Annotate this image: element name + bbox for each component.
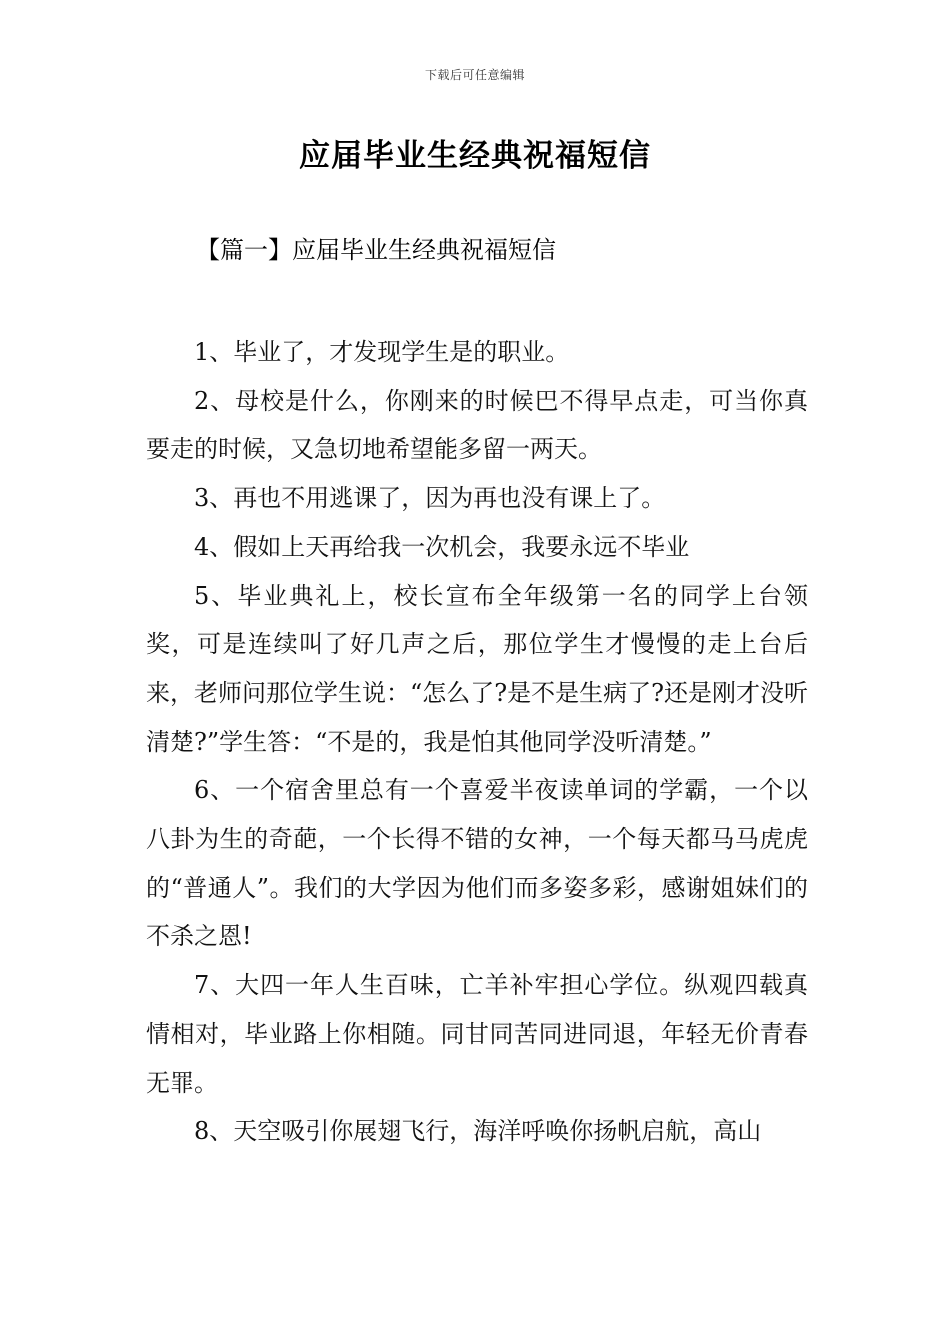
paragraph-5: 5、毕业典礼上，校长宣布全年级第一名的同学上台领奖，可是连续叫了好几声之后，那位学生才慢慢的走上台后来，老师问那位学生说：“怎么了?是不是生病了?还是刚才没听清楚?”学生答：“不是的，我是怕其他同学没听清楚。” <box>146 581 809 756</box>
paragraph-2: 2、母校是什么，你刚来的时候巴不得早点走，可当你真要走的时候，又急切地希望能多留一两天。 <box>146 386 808 464</box>
section-heading: 【篇一】应届毕业生经典祝福短信 <box>196 236 556 264</box>
paragraph-3: 3、再也不用逃课了，因为再也没有课上了。 <box>194 484 666 513</box>
header-note: 下载后可任意编辑 <box>424 68 525 82</box>
paragraph-4: 4、假如上天再给我一次机会，我要永远不毕业 <box>194 532 690 561</box>
paragraph-8: 8、天空吸引你展翅飞行，海洋呼唤你扬帆启航，高山 <box>194 1117 762 1146</box>
body-text <box>146 328 808 1156</box>
paragraph-1: 1、毕业了，才发现学生是的职业。 <box>194 338 570 366</box>
document-title: 应届毕业生经典祝福短信 <box>299 138 651 174</box>
paragraph-6: 6、一个宿舍里总有一个喜爱半夜读单词的学霸，一个以八卦为生的奇葩，一个长得不错的女神，一个每天都马马虎虎的“普通人”。我们的大学因为他们而多姿多彩，感谢姐妹们的不杀之恩! <box>146 776 808 951</box>
paragraph-7: 7、大四一年人生百味，亡羊补牢担心学位。纵观四载真情相对，毕业路上你相随。同甘同苦同进同退，年轻无价青春无罪。 <box>146 971 808 1097</box>
